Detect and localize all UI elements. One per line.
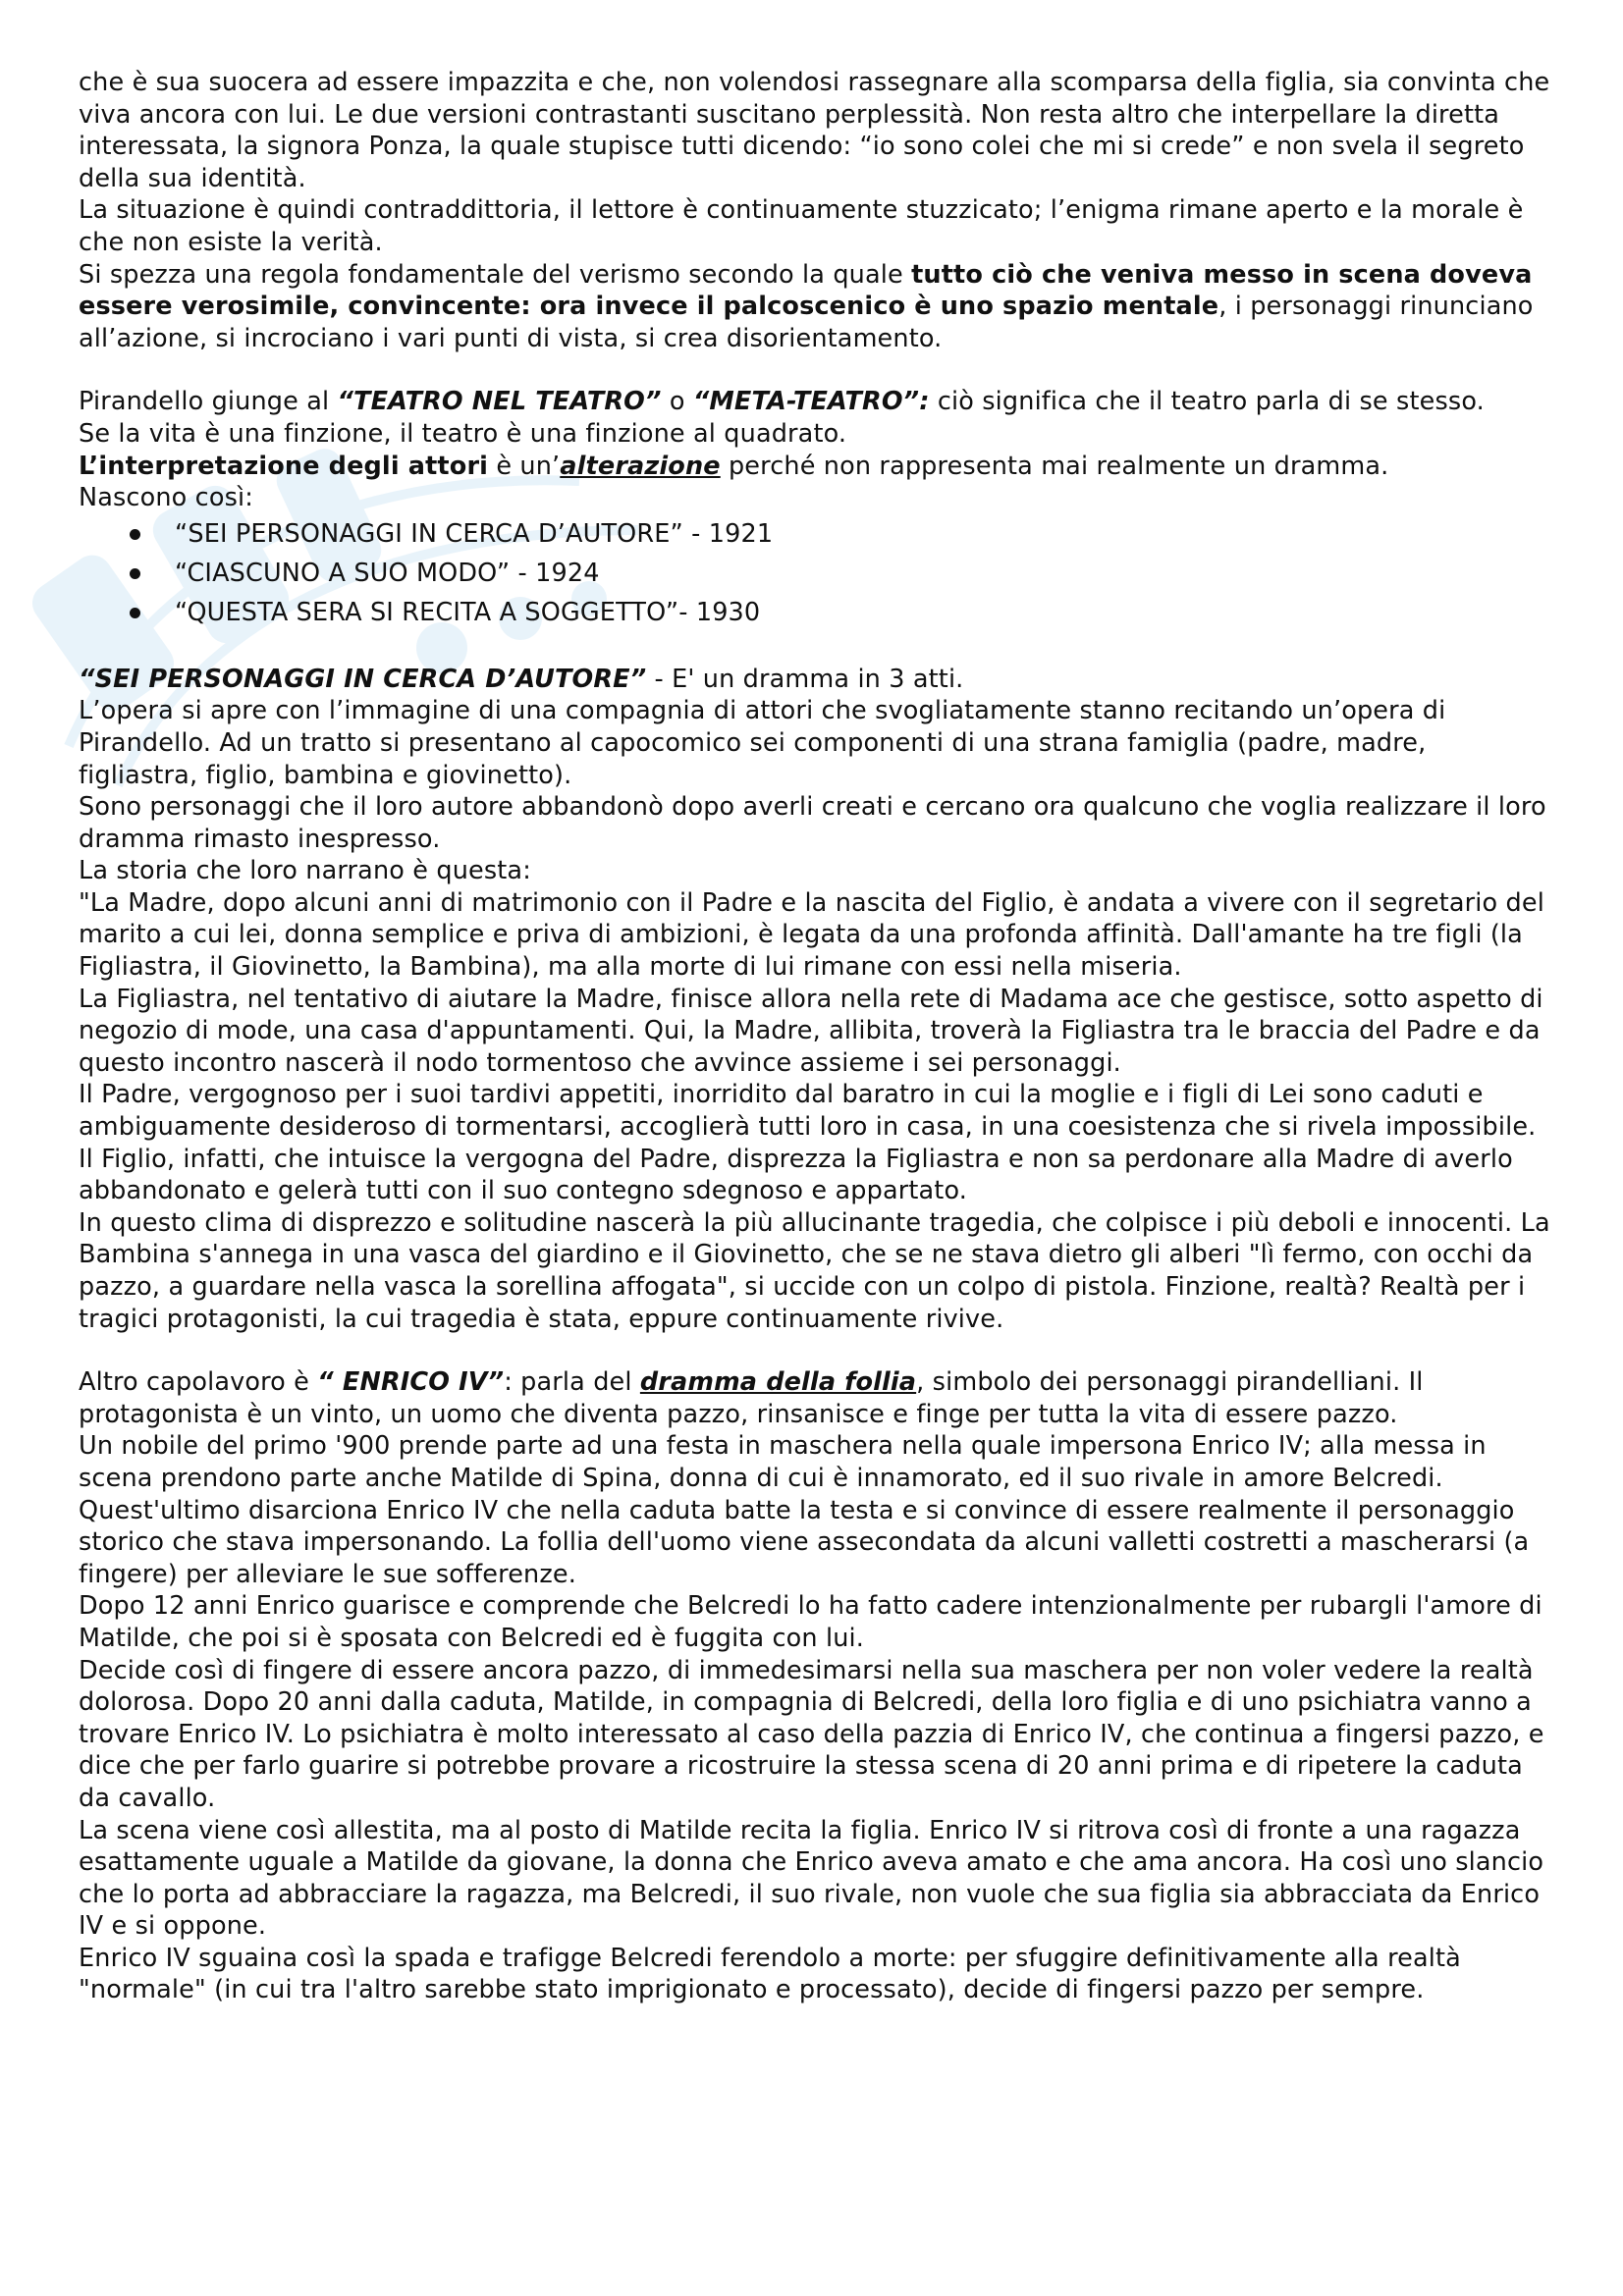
paragraph: Un nobile del primo '900 prende parte ad una festa in maschera nella quale impersona Enrico IV; alla messa in scena prendono parte anche Matilde di Spina, donna di cui è innamorato, ed il suo rivale in amore Belcredi.: [79, 1431, 1487, 1493]
paragraph: Dopo 12 anni Enrico guarisce e comprende che Belcredi lo ha fatto cadere intenzionalmente per rubargli l'amore di Matilde, che poi si è sposata con Belcredi ed è fuggita con lui.: [79, 1591, 1542, 1653]
bullet-icon: [130, 529, 140, 540]
paragraph: In questo clima di disprezzo e solitudine nascerà la più allucinante tragedia, che colpisce i più deboli e innocenti. La Bambina s'annega in una vasca del giardino e il Giovinetto, che se ne stava dietro gli alberi "lì fermo, con occhi da pazzo, a guardare nella vasca la sorellina affogata", si uccide con un colpo di pistola. Finzione, realtà? Realtà per i tragici protagonisti, la cui tragedia è stata, eppure continuamente rivive.: [79, 1207, 1550, 1334]
works-list: [79, 514, 1551, 632]
paragraph: La storia che loro narrano è questa:: [79, 856, 531, 886]
paragraph: "La Madre, dopo alcuni anni di matrimonio con il Padre e la nascita del Figlio, è andata a vivere con il segretario del marito a cui lei, donna semplice e priva di ambizioni, è legata da una profonda affinità. Dall'amante ha tre figli (la Figliastra, il Giovinetto, la Bambina), ma alla morte di lui rimane con essi nella miseria.: [79, 887, 1544, 983]
document-page: [79, 67, 1551, 2006]
paragraph: Il Padre, vergognoso per i suoi tardivi appetiti, inorridito dal baratro in cui la moglie e i figli di Lei sono caduti e ambiguamente desideroso di tormentarsi, accoglierà tutti loro in casa, in una coesistenza che si rivela impossibile. Il Figlio, infatti, che intuisce la vergogna del Padre, disprezza la Figliastra e non sa perdonare alla Madre di averlo abbandonato e gelerà tutti con il suo contegno sdegnoso e appartato.: [79, 1080, 1537, 1206]
paragraph: L’opera si apre con l’immagine di una compagnia di attori che svogliatamente stanno recitando un’opera di Pirandello. Ad un tratto si presentano al capocomico sei componenti di una strana famiglia (padre, madre, figliastra, figlio, bambina e giovinetto).: [79, 696, 1446, 790]
paragraph: che è sua suocera ad essere impazzita e che, non volendosi rassegnare alla scomparsa della figlia, sia convinta che viva ancora con lui. Le due versioni contrastanti suscitano perplessità. Non resta altro che interpellare la diretta interessata, la signora Ponza, la quale stupisce tutti dicendo: “io sono colei che mi si crede” e non svela il segreto della sua identità.: [79, 68, 1550, 193]
paragraph: Sono personaggi che il loro autore abbandonò dopo averli creati e cercano ora qualcuno che voglia realizzare il loro dramma rimasto inespresso.: [79, 792, 1546, 854]
list-item: “SEI PERSONAGGI IN CERCA D’AUTORE” - 1921: [79, 514, 1551, 554]
paragraph: Altro capolavoro è “ ENRICO IV”: parla del dramma della follia, simbolo dei personaggi pirandelliani. Il protagonista è un vinto, un uomo che diventa pazzo, rinsanisce e finge per tutta la vita di essere pazzo.: [79, 1367, 1424, 1429]
section-heading: “SEI PERSONAGGI IN CERCA D’AUTORE” - E' un dramma in 3 atti.: [79, 664, 964, 694]
list-item: “QUESTA SERA SI RECITA A SOGGETTO”- 1930: [79, 593, 1551, 632]
paragraph: Pirandello giunge al “TEATRO NEL TEATRO” o “META-TEATRO”: ciò significa che il teatro parla di se stesso.: [79, 387, 1485, 417]
paragraph: La Figliastra, nel tentativo di aiutare la Madre, finisce allora nella rete di Madama ace che gestisce, sotto aspetto di negozio di mode, una casa d'appuntamenti. Qui, la Madre, allibita, troverà la Figliastra tra le braccia del Padre e da questo incontro nascerà il nodo tormentoso che avvince assieme i sei personaggi.: [79, 984, 1543, 1078]
paragraph: L’interpretazione degli attori è un’alterazione perché non rappresenta mai realmente un dramma.: [79, 451, 1389, 481]
list-item: “CIASCUNO A SUO MODO” - 1924: [79, 554, 1551, 593]
paragraph: Quest'ultimo disarciona Enrico IV che nella caduta batte la testa e si convince di essere realmente il personaggio storico che stava impersonando. La follia dell'uomo viene assecondata da alcuni valletti costretti a mascherarsi (a fingere) per alleviare le sue sofferenze.: [79, 1495, 1530, 1589]
bullet-icon: [130, 608, 140, 618]
paragraph: Se la vita è una finzione, il teatro è una finzione al quadrato.: [79, 418, 847, 449]
bullet-icon: [130, 568, 140, 579]
paragraph: Si spezza una regola fondamentale del verismo secondo la quale tutto ciò che veniva messo in scena doveva essere verosimile, convincente: ora invece il palcoscenico è uno spazio mentale, i personaggi rinunciano all’azione, si incrociano i vari punti di vista, si crea disorientamento.: [79, 259, 1534, 353]
paragraph: La situazione è quindi contraddittoria, il lettore è continuamente stuzzicato; l’enigma rimane aperto e la morale è che non esiste la verità.: [79, 195, 1524, 257]
paragraph: Decide così di fingere di essere ancora pazzo, di immedesimarsi nella sua maschera per non voler vedere la realtà dolorosa. Dopo 20 anni dalla caduta, Matilde, in compagnia di Belcredi, della loro figlia e di uno psichiatra vanno a trovare Enrico IV. Lo psichiatra è molto interessato al caso della pazzia di Enrico IV, che continua a fingersi pazzo, e dice che per farlo guarire si potrebbe provare a ricostruire la stessa scena di 20 anni prima e di ripetere la caduta da cavallo.: [79, 1655, 1544, 1813]
paragraph: Nascono così:: [79, 483, 254, 513]
paragraph: Enrico IV sguaina così la spada e trafigge Belcredi ferendolo a morte: per sfuggire definitivamente alla realtà "normale" (in cui tra l'altro sarebbe stato imprigionato e processato), decide di fingersi pazzo per sempre.: [79, 1943, 1461, 2005]
paragraph: La scena viene così allestita, ma al posto di Matilde recita la figlia. Enrico IV si ritrova così di fronte a una ragazza esattamente uguale a Matilde da giovane, la donna che Enrico aveva amato e che ama ancora. Ha così uno slancio che lo porta ad abbracciare la ragazza, ma Belcredi, il suo rivale, non vuole che sua figlia sia abbracciata da Enrico IV e si oppone.: [79, 1815, 1544, 1942]
